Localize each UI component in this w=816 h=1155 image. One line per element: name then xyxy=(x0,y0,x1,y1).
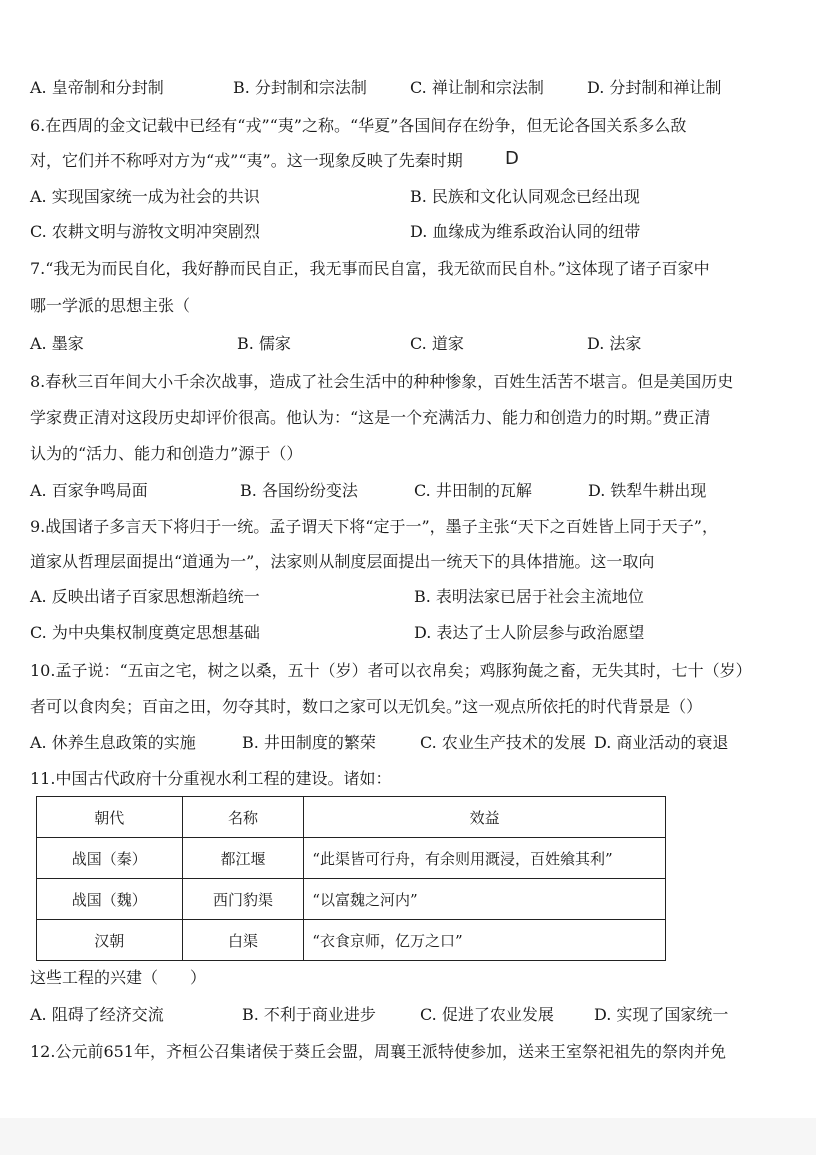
table-row xyxy=(37,838,666,879)
q9-stem-line1: 9.战国诸子多言天下将归于一统。孟子谓天下将“定于一”，墨子主张“天下之百姓皆上同于天子”， xyxy=(30,517,718,536)
table-cell-dynasty: 战国（魏） xyxy=(37,879,183,920)
table-row xyxy=(37,920,666,961)
table-cell-dynasty: 战国（秦） xyxy=(37,838,183,879)
table-cell-name: 白渠 xyxy=(182,920,304,961)
table-cell-dynasty: 汉朝 xyxy=(37,920,183,961)
table-cell-name: 西门豹渠 xyxy=(182,879,304,920)
q5-option-d: D. 分封制和禅让制 xyxy=(587,78,722,97)
q10-option-b: B. 井田制度的繁荣 xyxy=(242,733,376,752)
table-cell-benefit: “此渠皆可行舟，有余则用溉浸，百姓飨其利” xyxy=(304,838,666,879)
q11-option-c: C. 促进了农业发展 xyxy=(420,1005,554,1024)
q8-option-a: A. 百家争鸣局面 xyxy=(30,481,148,500)
q7-option-b: B. 儒家 xyxy=(237,334,291,353)
q8-option-c: C. 井田制的瓦解 xyxy=(414,481,532,500)
q7-option-c: C. 道家 xyxy=(410,334,464,353)
q5-option-c: C. 禅让制和宗法制 xyxy=(410,78,544,97)
q7-option-d: D. 法家 xyxy=(587,334,642,353)
q6-option-c: C. 农耕文明与游牧文明冲突剧烈 xyxy=(30,222,260,241)
q10-option-a: A. 休养生息政策的实施 xyxy=(30,733,196,752)
q10-option-c: C. 农业生产技术的发展 xyxy=(420,733,586,752)
table-row xyxy=(37,879,666,920)
q11-option-d: D. 实现了国家统一 xyxy=(594,1005,729,1024)
q5-option-a: A. 皇帝制和分封制 xyxy=(30,78,164,97)
q9-option-a: A. 反映出诸子百家思想渐趋统一 xyxy=(30,587,260,606)
table-header-row xyxy=(37,797,666,838)
q12-stem-line1: 12.公元前651年，齐桓公召集诸侯于葵丘会盟，周襄王派特使参加，送来王室祭祀祖先的祭肉并免 xyxy=(30,1042,726,1061)
q9-option-b: B. 表明法家已居于社会主流地位 xyxy=(414,587,644,606)
q8-option-d: D. 铁犁牛耕出现 xyxy=(588,481,707,500)
q11-option-b: B. 不利于商业进步 xyxy=(242,1005,376,1024)
table-cell-benefit: “以富魏之河内” xyxy=(304,879,666,920)
q9-stem-line2: 道家从哲理层面提出“道通为一”，法家则从制度层面提出一统天下的具体措施。这一取向 xyxy=(30,552,655,571)
q8-stem-line1: 8.春秋三百年间大小千余次战事，造成了社会生活中的种种惨象，百姓生活苦不堪言。但是美国历史 xyxy=(30,372,734,391)
q6-stem-text: 对，它们并不称呼对方为“戎”“夷”。这一现象反映了先秦时期 xyxy=(30,151,463,170)
q9-option-c: C. 为中央集权制度奠定思想基础 xyxy=(30,623,260,642)
q8-stem-line2: 学家费正清对这段历史却评价很高。他认为：“这是一个充满活力、能力和创造力的时期。”费正清 xyxy=(30,408,711,427)
q10-stem-line1: 10.孟子说：“五亩之宅，树之以桑，五十（岁）者可以衣帛矣；鸡豚狗彘之畜，无失其时，七十（岁） xyxy=(30,661,752,680)
q8-option-b: B. 各国纷纷变法 xyxy=(240,481,358,500)
q6-stem-line2 xyxy=(30,151,796,171)
q7-stem-line2: 哪一学派的思想主张（ xyxy=(30,296,191,315)
table-cell-benefit: “衣食京师，亿万之口” xyxy=(304,920,666,961)
q6-stem-line1: 6.在西周的金文记载中已经有“戎”“夷”之称。“华夏”各国间存在纷争，但无论各国关系多么敌 xyxy=(30,116,687,135)
q8-stem-line3: 认为的“活力、能力和创造力”源于（） xyxy=(30,444,303,463)
q11-stem-line2: 这些工程的兴建（ ） xyxy=(30,968,207,987)
q10-option-d: D. 商业活动的衰退 xyxy=(594,733,729,752)
q6-option-b: B. 民族和文化认同观念已经出现 xyxy=(410,187,640,206)
q7-option-a: A. 墨家 xyxy=(30,334,84,353)
q7-stem-line1: 7.“我无为而民自化，我好静而民自正，我无事而民自富，我无欲而民自朴。”这体现了诸子百家中 xyxy=(30,259,710,278)
q10-stem-line2: 者可以食肉矣；百亩之田，勿夺其时，数口之家可以无饥矣。”这一观点所依托的时代背景是（） xyxy=(30,697,703,716)
table-header-name: 名称 xyxy=(182,797,304,838)
handwritten-answer-mark: D xyxy=(505,148,519,169)
table-header-benefit: 效益 xyxy=(304,797,666,838)
q6-option-a: A. 实现国家统一成为社会的共识 xyxy=(30,187,260,206)
q11-option-a: A. 阻碍了经济交流 xyxy=(30,1005,164,1024)
q6-option-d: D. 血缘成为维系政治认同的纽带 xyxy=(410,222,641,241)
water-projects-table xyxy=(36,796,666,961)
page-bottom-margin xyxy=(0,1118,816,1155)
q11-stem-line1: 11.中国古代政府十分重视水利工程的建设。诸如： xyxy=(30,769,392,788)
table-cell-name: 都江堰 xyxy=(182,838,304,879)
q5-option-b: B. 分封制和宗法制 xyxy=(233,78,367,97)
table-header-dynasty: 朝代 xyxy=(37,797,183,838)
q9-option-d: D. 表达了士人阶层参与政治愿望 xyxy=(414,623,645,642)
